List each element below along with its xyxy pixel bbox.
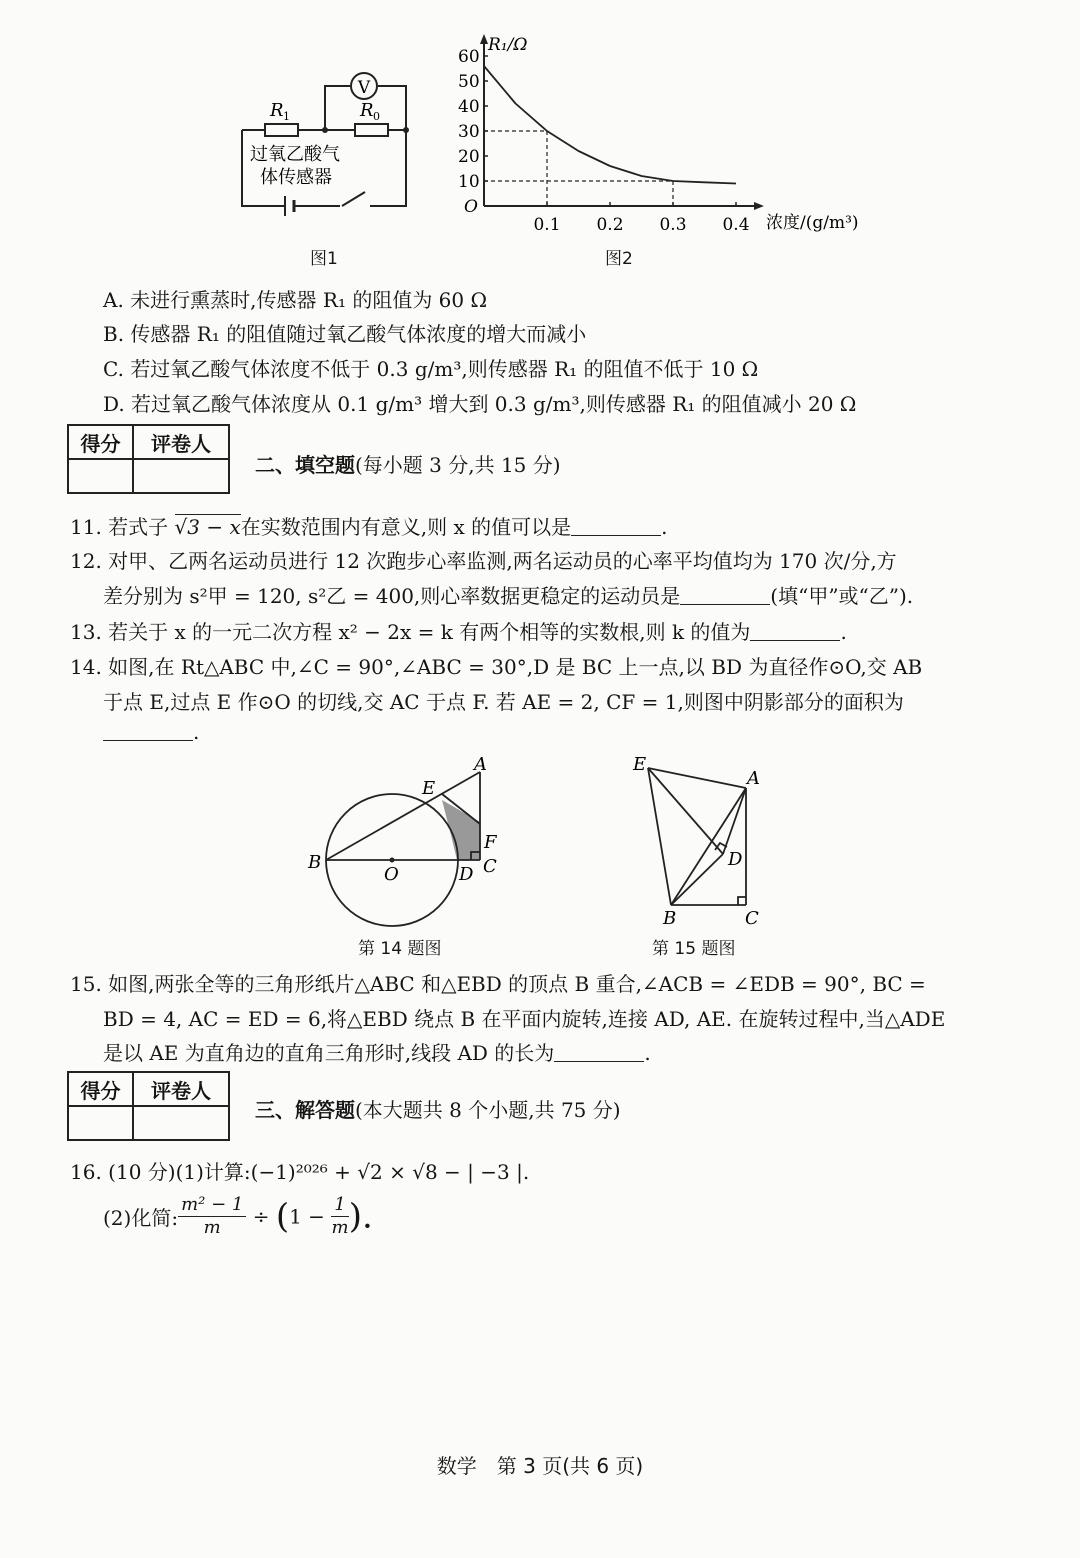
x-axis-arrow [754,202,764,210]
score-box-2 [67,424,230,494]
y-tick-label-60: 60 [458,47,480,67]
label-b: B [663,908,677,929]
option-d: D. 若过氧乙酸气体浓度从 0.1 g/m³ 增大到 0.3 g/m³,则传感器 R₁ 的阻值减小 20 Ω [103,392,857,416]
fraction-1: $\frac{\text{m² − 1}}{m}$ [178,1194,246,1239]
label-o: O [384,864,399,885]
score-box-3 [67,1071,230,1141]
question-15-line2: BD = 4, AC = ED = 6,将△EBD 绕点 B 在平面内旋转,连接 AD, AE. 在旋转过程中,当△ADE [103,1007,946,1031]
option-b: B. 传感器 R₁ 的阻值随过氧乙酸气体浓度的增大而减小 [103,322,587,346]
answer-blank-11[interactable] [571,515,661,536]
y-axis-label: R₁/Ω [488,35,528,55]
y-tick-label-20: 20 [458,147,480,167]
figure-15 [625,750,775,930]
question-16-part1: 16. (10 分)(1)计算:(−1)²⁰²⁶ + √2 × √8 − | −3 |. [70,1160,530,1184]
section-2-title: 二、填空题(每小题 3 分,共 15 分) [255,453,561,477]
label-c: C [745,908,759,929]
fig14-caption: 第 14 题图 [358,939,442,959]
answer-blank-13[interactable] [750,620,840,641]
page-footer: 数学 第 3 页(共 6 页) [436,1454,644,1478]
x-tick-label-0.3: 0.3 [659,215,687,235]
question-13: 13. 若关于 x 的一元二次方程 x² − 2x = k 有两个相等的实数根,则 k 的值为 . [70,620,847,644]
r0-sub: 0 [373,110,380,123]
sensor-label-1: 过氧乙酸气 [250,144,340,165]
fig2-caption: 图2 [605,249,633,269]
label-d: D [459,864,474,885]
label-f: F [484,832,497,853]
guide-line-0 [484,131,547,206]
score-label: 得分 [68,1072,133,1106]
score-label: 得分 [68,425,133,459]
label-a: A [747,768,760,789]
r1-sub: 1 [283,110,290,123]
x-tick-label-0.2: 0.2 [596,215,624,235]
y-tick-label-30: 30 [458,122,480,142]
label-e: E [633,754,647,775]
grader-cell[interactable] [133,1106,229,1140]
section-3-title: 三、解答题(本大题共 8 个小题,共 75 分) [255,1098,621,1122]
question-14-line1: 14. 如图,在 Rt△ABC 中,∠C = 90°,∠ABC = 30°,D 是 BC 上一点,以 BD 为直径作⊙O,交 AB [70,655,923,679]
label-d: D [728,849,743,870]
label-a: A [474,754,487,775]
label-c: C [483,856,497,877]
question-12-line2: 差分别为 s²甲 = 120, s²乙 = 400,则心率数据更稳定的运动员是 (填“甲”或“乙”). [103,584,914,608]
origin-label: O [464,197,478,217]
x-tick-label-0.1: 0.1 [533,215,561,235]
voltmeter-label: V [357,78,371,98]
question-14-line3: . [103,720,199,744]
option-a: A. 未进行熏蒸时,传感器 R₁ 的阻值为 60 Ω [103,288,488,312]
guide-line-1 [484,181,673,206]
option-c: C. 若过氧乙酸气体浓度不低于 0.3 g/m³,则传感器 R₁ 的阻值不低于 10 Ω [103,357,759,381]
grader-cell[interactable] [133,459,229,493]
answer-blank-15[interactable] [554,1041,644,1062]
question-16-part2: (2)化简: $\frac{\text{m² − 1}}{m}$ ÷ (1 − $\frac{1}{m}$ ). [103,1194,373,1238]
figure-14 [300,750,520,935]
x-axis-label: 浓度/(g/m³) [766,213,859,233]
grader-label: 评卷人 [133,425,229,459]
x-tick-label-0.4: 0.4 [722,215,750,235]
y-tick-label-50: 50 [458,72,480,92]
grader-label: 评卷人 [133,1072,229,1106]
answer-blank-14[interactable] [103,720,193,741]
score-cell[interactable] [68,459,133,493]
question-11: 11. 若式子 √3 − x在实数范围内有意义,则 x 的值可以是 . [70,515,668,539]
sensor-label-2: 体传感器 [260,167,332,188]
r1-curve [484,66,736,184]
score-cell[interactable] [68,1106,133,1140]
answer-blank-12[interactable] [680,584,770,605]
question-14-line2: 于点 E,过点 E 作⊙O 的切线,交 AC 于点 F. 若 AE = 2, CF = 1,则图中阴影部分的面积为 [103,690,904,714]
y-tick-label-40: 40 [458,97,480,117]
question-12-line1: 12. 对甲、乙两名运动员进行 12 次跑步心率监测,两名运动员的心率平均值均为 170 次/分,方 [70,549,897,573]
fraction-2: $\frac{1}{m}$ [331,1194,349,1238]
resistance-chart [440,30,870,240]
r1-label: R [270,100,284,121]
label-b: B [308,852,322,873]
y-tick-label-10: 10 [458,172,480,192]
question-15-line3: 是以 AE 为直角边的直角三角形时,线段 AD 的长为 . [103,1041,651,1065]
fig1-caption: 图1 [310,249,338,269]
r0-label: R [360,100,374,121]
y-axis-arrow [480,34,488,44]
circuit-figure [230,66,420,216]
label-e: E [422,778,436,799]
fig15-caption: 第 15 题图 [652,939,736,959]
question-15-line1: 15. 如图,两张全等的三角形纸片△ABC 和△EBD 的顶点 B 重合,∠ACB = ∠EDB = 90°, BC = [70,972,926,996]
